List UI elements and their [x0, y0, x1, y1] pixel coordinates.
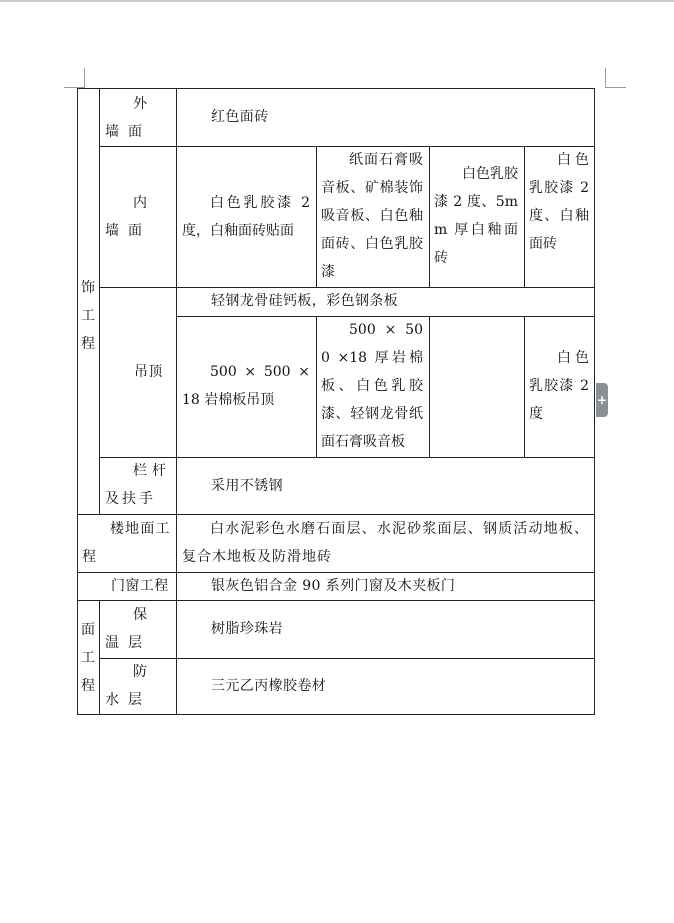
- table-gridline: [99, 88, 100, 514]
- interior-wall-col3: 白色乳胶漆 2 度、5mm 厚白釉面砖: [434, 166, 518, 266]
- table-gridline: [316, 316, 317, 458]
- exterior-wall-value: 红色面砖: [211, 109, 269, 125]
- crop-mark-left-vertical: [84, 68, 85, 88]
- row-label-floor: 楼地面工程: [82, 521, 170, 565]
- row-label-interior-wall: 内墙面: [105, 195, 156, 239]
- row-label-exterior-wall: 外墙面: [105, 96, 156, 140]
- table-border-bottom: [77, 714, 595, 715]
- group-label-roof: 面工程: [81, 622, 95, 694]
- row-label-insulation: 保温层: [105, 607, 156, 651]
- group-label-decoration: 饰工程: [81, 280, 95, 352]
- floor-value: 白水泥彩色水磨石面层、水泥砂浆面层、钢质活动地板、复合木地板及防滑地砖: [182, 521, 589, 565]
- table-gridline: [429, 316, 430, 458]
- table-gridline: [524, 316, 525, 458]
- table-gridline: [524, 146, 525, 287]
- engineering-table: [77, 88, 595, 715]
- table-gridline: [99, 457, 595, 458]
- table-gridline: [316, 146, 317, 287]
- interior-wall-col1: 白色乳胶漆 2 度，白釉面砖贴面: [182, 195, 310, 239]
- window-top-border: [0, 0, 674, 2]
- row-label-railing: 栏杆及扶手: [105, 463, 169, 507]
- waterproof-value: 三元乙丙橡胶卷材: [211, 678, 327, 694]
- ceiling-col2: 500 × 500 ×18 厚岩棉板、白色乳胶漆、轻钢龙骨纸面石膏吸音板: [321, 322, 423, 450]
- table-gridline: [429, 146, 430, 287]
- plus-icon: +: [596, 393, 608, 407]
- table-gridline: [99, 658, 595, 659]
- row-label-ceiling: 吊顶: [134, 364, 163, 380]
- table-border-right: [594, 88, 595, 715]
- interior-wall-col4: 白色乳胶漆 2 度、白釉面砖: [529, 152, 589, 252]
- ceiling-col4: 白色乳胶漆 2 度: [529, 350, 589, 422]
- table-border-left: [77, 88, 78, 715]
- crop-mark-right-horizontal: [606, 87, 626, 88]
- insulation-value: 树脂珍珠岩: [211, 621, 283, 637]
- table-gridline: [176, 88, 177, 715]
- crop-mark-right-vertical: [605, 68, 606, 88]
- table-border-top: [77, 88, 595, 89]
- row-label-waterproof: 防水层: [105, 664, 156, 708]
- railing-value: 采用不锈钢: [211, 478, 283, 494]
- interior-wall-col2: 纸面石膏吸音板、矿棉装饰吸音板、白色釉面砖、白色乳胶漆: [321, 152, 423, 280]
- row-label-doors: 门窗工程: [111, 578, 169, 594]
- ceiling-top-value: 轻钢龙骨硅钙板，彩色钢条板: [211, 293, 399, 309]
- side-panel-expand-button[interactable]: [596, 383, 608, 417]
- doors-value: 银灰色铝合金 90 系列门窗及木夹板门: [211, 578, 456, 594]
- ceiling-col1: 500 × 500 × 18 岩棉板吊顶: [182, 364, 310, 408]
